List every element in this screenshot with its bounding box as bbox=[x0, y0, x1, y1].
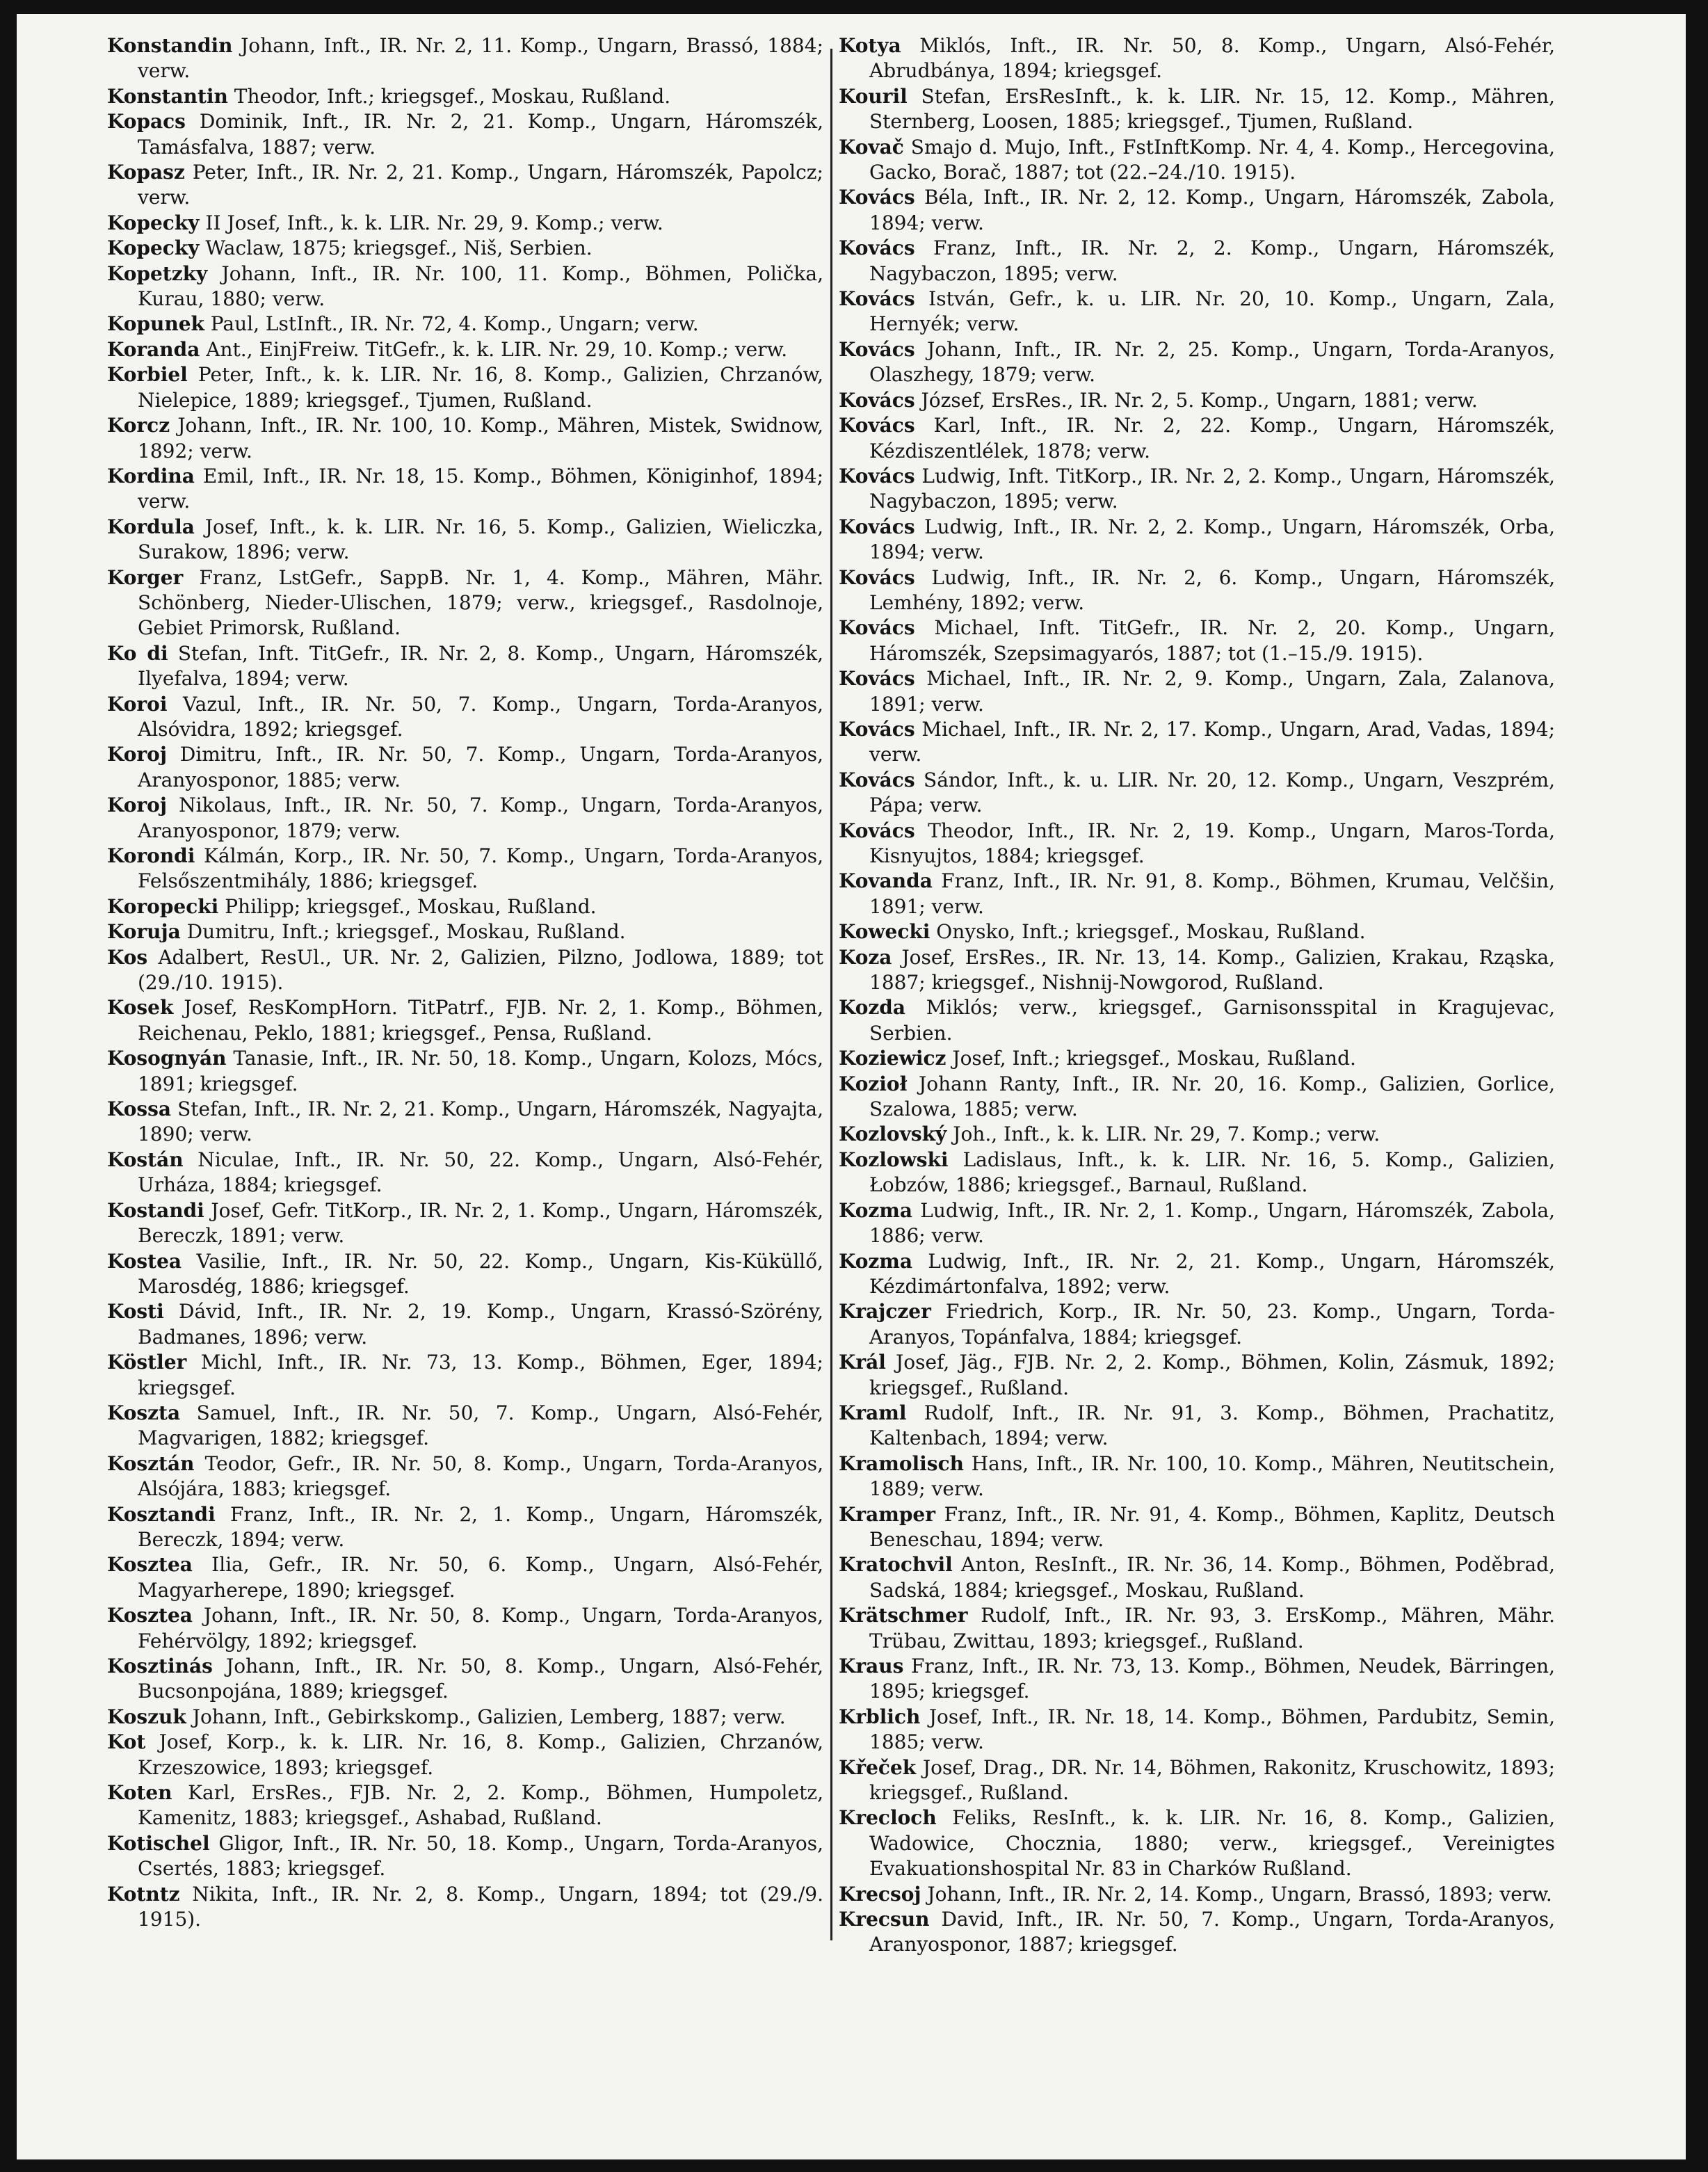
list-entry bbox=[839, 1198, 1555, 1249]
entry-details: Dominik, Inft., IR. Nr. 2, 21. Komp., Ungarn, Háromszék, Tamásfalva, 1887; verw. bbox=[138, 110, 823, 159]
entry-details: Michael, Inft., IR. Nr. 2, 17. Komp., Ungarn, Arad, Vadas, 1894; verw. bbox=[869, 717, 1555, 766]
entry-surname: Kopecky bbox=[107, 236, 200, 260]
entry-details: Rudolf, Inft., IR. Nr. 91, 3. Komp., Böhmen, Prachatitz, Kaltenbach, 1894; verw. bbox=[869, 1401, 1555, 1450]
entry-details: Johann, Inft., IR. Nr. 100, 10. Komp., Mähren, Mistek, Swidnow, 1892; verw. bbox=[138, 414, 823, 462]
list-entry bbox=[839, 1882, 1555, 1907]
entry-details: Michael, Inft. TitGefr., IR. Nr. 2, 20. Komp., Ungarn, Háromszék, Szepsimagyarós, 1887; tot (1.–15./9. 1915). bbox=[869, 616, 1555, 665]
entry-details: Johann, Inft., IR. Nr. 2, 11. Komp., Ungarn, Brassó, 1884; verw. bbox=[138, 34, 823, 83]
list-entry bbox=[839, 287, 1555, 337]
list-entry bbox=[107, 413, 823, 464]
entry-surname: Kraus bbox=[839, 1655, 904, 1678]
entry-details: Theodor, Inft., IR. Nr. 2, 19. Komp., Ungarn, Maros-Torda, Kisnyujtos, 1884; kriegsgef. bbox=[869, 819, 1555, 867]
entry-details: Smajo d. Mujo, Inft., FstInftKomp. Nr. 4, 4. Komp., Hercegovina, Gacko, Borač, 1887; tot (22.–24./10. 1915). bbox=[869, 135, 1555, 184]
list-entry bbox=[107, 1654, 823, 1705]
list-entry bbox=[839, 1122, 1555, 1147]
list-entry bbox=[839, 995, 1555, 1046]
entry-details: Peter, Inft., IR. Nr. 2, 21. Komp., Ungarn, Háromszék, Papolcz; verw. bbox=[138, 161, 823, 209]
entry-surname: Kotntz bbox=[107, 1882, 180, 1906]
entry-surname: Kordula bbox=[107, 515, 195, 538]
document-page bbox=[17, 14, 1686, 2159]
list-entry bbox=[839, 1552, 1555, 1603]
list-entry bbox=[839, 1350, 1555, 1401]
entry-details: Tanasie, Inft., IR. Nr. 50, 18. Komp., Ungarn, Kolozs, Mócs, 1891; kriegsgef. bbox=[138, 1047, 823, 1095]
list-entry bbox=[839, 1502, 1555, 1553]
list-entry bbox=[839, 33, 1555, 84]
list-entry bbox=[107, 1451, 823, 1502]
entry-surname: Kovács bbox=[839, 186, 915, 209]
entry-surname: Kot bbox=[107, 1730, 146, 1754]
entry-details: Paul, LstInft., IR. Nr. 72, 4. Komp., Ungarn; verw. bbox=[204, 312, 699, 336]
entry-details: Ludwig, Inft., IR. Nr. 2, 2. Komp., Ungarn, Háromszék, Orba, 1894; verw. bbox=[869, 515, 1555, 564]
entry-details: II Josef, Inft., k. k. LIR. Nr. 29, 9. Komp.; verw. bbox=[199, 211, 663, 234]
list-entry bbox=[107, 464, 823, 515]
list-entry bbox=[107, 1350, 823, 1401]
list-entry bbox=[839, 1249, 1555, 1300]
entry-surname: Kopecky bbox=[107, 211, 200, 234]
entry-details: Anton, ResInft., IR. Nr. 36, 14. Komp., Böhmen, Poděbrad, Sadská, 1884; kriegsgef., Moskau, Rußland. bbox=[869, 1553, 1555, 1602]
entry-surname: Koroj bbox=[107, 743, 167, 766]
entry-surname: Ko di bbox=[107, 641, 168, 665]
entry-surname: Krecsoj bbox=[839, 1882, 921, 1906]
entry-details: Johann Ranty, Inft., IR. Nr. 20, 16. Komp., Galizien, Gorlice, Szalowa, 1885; verw. bbox=[869, 1072, 1555, 1121]
list-entry bbox=[107, 793, 823, 844]
entry-surname: Kostandi bbox=[107, 1198, 204, 1222]
list-entry bbox=[107, 641, 823, 692]
entry-details: Onysko, Inft.; kriegsgef., Moskau, Rußland. bbox=[930, 920, 1366, 944]
entry-details: Friedrich, Korp., IR. Nr. 50, 23. Komp., Ungarn, Torda-Aranyos, Topánfalva, 1884; kriegsgef. bbox=[869, 1300, 1555, 1349]
entry-surname: Křeček bbox=[839, 1755, 917, 1779]
entry-surname: Kovács bbox=[839, 464, 915, 488]
entry-details: Ludwig, Inft., IR. Nr. 2, 6. Komp., Ungarn, Háromszék, Lemhény, 1892; verw. bbox=[869, 565, 1555, 614]
entry-details: Theodor, Inft.; kriegsgef., Moskau, Rußland. bbox=[227, 84, 671, 108]
entry-surname: Krblich bbox=[839, 1705, 921, 1728]
list-entry bbox=[839, 666, 1555, 717]
entry-surname: Koten bbox=[107, 1781, 172, 1805]
entry-surname: Köstler bbox=[107, 1351, 187, 1374]
list-entry bbox=[107, 1730, 823, 1780]
entry-details: Josef, Inft., k. k. LIR. Nr. 16, 5. Komp., Galizien, Wieliczka, Surakow, 1896; verw. bbox=[138, 515, 823, 564]
entry-surname: Kovács bbox=[839, 667, 915, 691]
entry-surname: Kovač bbox=[839, 135, 904, 159]
entry-details: Ant., EinjFreiw. TitGefr., k. k. LIR. Nr. 29, 10. Komp.; verw. bbox=[200, 337, 788, 361]
list-entry bbox=[107, 692, 823, 743]
entry-details: Peter, Inft., k. k. LIR. Nr. 16, 8. Komp., Galizien, Chrzanów, Nielepice, 1889; kriegsgef., Tjumen, Rußland. bbox=[138, 363, 823, 412]
list-entry bbox=[839, 1148, 1555, 1198]
list-entry bbox=[839, 413, 1555, 464]
list-entry bbox=[107, 362, 823, 413]
entry-details: Karl, Inft., IR. Nr. 2, 22. Komp., Ungarn, Háromszék, Kézdiszentlélek, 1878; verw. bbox=[869, 414, 1555, 462]
entry-details: Gligor, Inft., IR. Nr. 50, 18. Komp., Ungarn, Torda-Aranyos, Csertés, 1883; kriegsgef. bbox=[138, 1831, 823, 1881]
list-entry bbox=[839, 135, 1555, 186]
entry-details: Niculae, Inft., IR. Nr. 50, 22. Komp., Ungarn, Alsó-Fehér, Urháza, 1884; kriegsgef. bbox=[138, 1148, 823, 1197]
entry-surname: Kozma bbox=[839, 1249, 913, 1273]
entry-surname: Konstandin bbox=[107, 34, 233, 57]
entry-details: Johann, Inft., IR. Nr. 2, 14. Komp., Ungarn, Brassó, 1893; verw. bbox=[921, 1882, 1552, 1906]
list-entry bbox=[107, 84, 823, 109]
list-entry bbox=[839, 1451, 1555, 1502]
entry-surname: Kouril bbox=[839, 84, 908, 108]
entry-surname: Kosti bbox=[107, 1300, 164, 1324]
entry-surname: Kossa bbox=[107, 1097, 172, 1121]
right-column bbox=[839, 33, 1555, 1958]
entry-details: Johann, Inft., IR. Nr. 50, 8. Komp., Ungarn, Alsó-Fehér, Bucsonpojána, 1889; kriegsgef. bbox=[138, 1655, 823, 1703]
list-entry bbox=[107, 1502, 823, 1553]
list-entry bbox=[107, 1249, 823, 1300]
list-entry bbox=[839, 1603, 1555, 1654]
list-entry bbox=[839, 1805, 1555, 1881]
entry-surname: Koroi bbox=[107, 692, 168, 716]
entry-surname: Koroj bbox=[107, 794, 167, 817]
entry-details: Franz, Inft., IR. Nr. 73, 13. Komp., Böhmen, Neudek, Bärringen, 1895; kriegsgef. bbox=[869, 1655, 1555, 1703]
entry-details: István, Gefr., k. u. LIR. Nr. 20, 10. Komp., Ungarn, Zala, Hernyék; verw. bbox=[869, 287, 1555, 336]
entry-details: Ludwig, Inft., IR. Nr. 2, 1. Komp., Ungarn, Háromszék, Zabola, 1886; verw. bbox=[869, 1198, 1555, 1248]
list-entry bbox=[839, 1401, 1555, 1451]
list-entry bbox=[839, 337, 1555, 388]
entry-details: Feliks, ResInft., k. k. LIR. Nr. 16, 8. Komp., Galizien, Wadowice, Chocznia, 1880; verw., kriegsgef., Vereinigtes Evakuationshospital Nr. 83 in Charków Rußland. bbox=[869, 1806, 1555, 1881]
entry-surname: Kraml bbox=[839, 1401, 907, 1424]
list-entry bbox=[107, 515, 823, 565]
left-column bbox=[107, 33, 823, 1932]
entry-surname: Kovács bbox=[839, 287, 915, 311]
entry-details: Joh., Inft., k. k. LIR. Nr. 29, 7. Komp.; verw. bbox=[946, 1123, 1380, 1146]
entry-surname: Kozda bbox=[839, 996, 906, 1020]
list-entry bbox=[107, 742, 823, 793]
entry-surname: Krätschmer bbox=[839, 1604, 968, 1627]
list-entry bbox=[839, 945, 1555, 996]
entry-details: Philipp; kriegsgef., Moskau, Rußland. bbox=[218, 894, 597, 918]
list-entry bbox=[107, 1882, 823, 1933]
list-entry bbox=[107, 33, 823, 84]
list-entry bbox=[107, 1198, 823, 1249]
entry-details: Béla, Inft., IR. Nr. 2, 12. Komp., Ungarn, Háromszék, Zabola, 1894; verw. bbox=[869, 186, 1555, 234]
list-entry bbox=[839, 717, 1555, 768]
entry-surname: Kosztea bbox=[107, 1553, 193, 1577]
list-entry bbox=[107, 1401, 823, 1451]
list-entry bbox=[107, 565, 823, 641]
list-entry bbox=[839, 565, 1555, 616]
entry-details: Josef, ResKompHorn. TitPatrf., FJB. Nr. 2, 1. Komp., Böhmen, Reichenau, Peklo, 1881; kriegsgef., Pensa, Rußland. bbox=[138, 996, 823, 1045]
list-entry bbox=[839, 616, 1555, 666]
list-entry bbox=[839, 768, 1555, 819]
entry-surname: Kosztandi bbox=[107, 1502, 216, 1526]
list-entry bbox=[107, 1603, 823, 1654]
entry-surname: Krecloch bbox=[839, 1806, 937, 1830]
entry-details: Kálmán, Korp., IR. Nr. 50, 7. Komp., Ungarn, Torda-Aranyos, Felsőszentmihály, 1886; kriegsgef. bbox=[138, 844, 823, 893]
entry-details: József, ErsRes., IR. Nr. 2, 5. Komp., Ungarn, 1881; verw. bbox=[915, 388, 1478, 412]
entry-surname: Kovács bbox=[839, 337, 915, 361]
list-entry bbox=[107, 211, 823, 236]
entry-details: Michael, Inft., IR. Nr. 2, 9. Komp., Ungarn, Zala, Zalanova, 1891; verw. bbox=[869, 667, 1555, 716]
entry-surname: Kowecki bbox=[839, 920, 930, 944]
entry-details: Rudolf, Inft., IR. Nr. 93, 3. ErsKomp., Mähren, Mähr. Trübau, Zwittau, 1893; kriegsgef., Rußland. bbox=[869, 1604, 1555, 1652]
entry-details: Stefan, Inft., IR. Nr. 2, 21. Komp., Ungarn, Háromszék, Nagyajta, 1890; verw. bbox=[138, 1097, 823, 1146]
list-entry bbox=[107, 945, 823, 996]
entry-details: Sándor, Inft., k. u. LIR. Nr. 20, 12. Komp., Ungarn, Veszprém, Pápa; verw. bbox=[869, 768, 1555, 817]
list-entry bbox=[839, 819, 1555, 869]
list-entry bbox=[839, 236, 1555, 287]
entry-surname: Kosztea bbox=[107, 1604, 193, 1627]
entry-surname: Kovács bbox=[839, 388, 915, 412]
list-entry bbox=[107, 995, 823, 1046]
entry-surname: Král bbox=[839, 1351, 886, 1374]
entry-details: Nikolaus, Inft., IR. Nr. 50, 7. Komp., Ungarn, Torda-Aranyos, Aranyosponor, 1879; verw. bbox=[138, 794, 823, 842]
entry-details: Ladislaus, Inft., k. k. LIR. Nr. 16, 5. Komp., Galizien, Łobzów, 1886; kriegsgef., Barnaul, Rußland. bbox=[869, 1148, 1555, 1197]
entry-details: Franz, Inft., IR. Nr. 2, 2. Komp., Ungarn, Háromszék, Nagybaczon, 1895; verw. bbox=[869, 236, 1555, 285]
list-entry bbox=[839, 1046, 1555, 1071]
list-entry bbox=[107, 1831, 823, 1882]
entry-surname: Korondi bbox=[107, 844, 195, 867]
entry-details: Stefan, ErsResInft., k. k. LIR. Nr. 15, 12. Komp., Mähren, Sternberg, Loosen, 1885; kriegsgef., Tjumen, Rußland. bbox=[869, 84, 1555, 134]
entry-surname: Kozma bbox=[839, 1198, 913, 1222]
entry-details: Josef, Drag., DR. Nr. 14, Böhmen, Rakonitz, Kruschowitz, 1893; kriegsgef., Rußland. bbox=[869, 1755, 1555, 1805]
entry-surname: Krajczer bbox=[839, 1300, 931, 1324]
list-entry bbox=[839, 869, 1555, 919]
entry-surname: Kotya bbox=[839, 34, 901, 57]
list-entry bbox=[107, 894, 823, 919]
list-entry bbox=[107, 236, 823, 261]
entry-details: David, Inft., IR. Nr. 50, 7. Komp., Ungarn, Torda-Aranyos, Aranyosponor, 1887; kriegsgef. bbox=[869, 1908, 1555, 1956]
entry-details: Dávid, Inft., IR. Nr. 2, 19. Komp., Ungarn, Krassó-Szörény, Badmanes, 1896; verw. bbox=[138, 1300, 823, 1349]
list-entry bbox=[839, 1755, 1555, 1806]
entry-surname: Kozioł bbox=[839, 1072, 908, 1095]
entry-details: Josef, Inft.; kriegsgef., Moskau, Rußland. bbox=[946, 1047, 1356, 1070]
entry-surname: Krecsun bbox=[839, 1908, 930, 1931]
entry-details: Samuel, Inft., IR. Nr. 50, 7. Komp., Ungarn, Alsó-Fehér, Magvarigen, 1882; kriegsgef. bbox=[138, 1401, 823, 1450]
entry-surname: Kratochvil bbox=[839, 1553, 953, 1577]
list-entry bbox=[839, 1654, 1555, 1705]
list-entry bbox=[107, 337, 823, 362]
entry-surname: Kopasz bbox=[107, 161, 185, 184]
entry-surname: Kovács bbox=[839, 236, 915, 260]
list-entry bbox=[839, 388, 1555, 413]
entry-surname: Kosek bbox=[107, 996, 174, 1020]
list-entry bbox=[839, 1907, 1555, 1958]
list-entry bbox=[107, 312, 823, 337]
entry-surname: Kopetzky bbox=[107, 262, 208, 285]
entry-details: Josef, Inft., IR. Nr. 18, 14. Komp., Böhmen, Pardubitz, Semin, 1885; verw. bbox=[869, 1705, 1555, 1754]
entry-surname: Kovács bbox=[839, 565, 915, 589]
entry-details: Dimitru, Inft., IR. Nr. 50, 7. Komp., Ungarn, Torda-Aranyos, Aranyosponor, 1885; verw. bbox=[138, 743, 823, 791]
list-entry bbox=[107, 919, 823, 944]
entry-surname: Kos bbox=[107, 945, 148, 969]
list-entry bbox=[839, 919, 1555, 944]
entry-surname: Korger bbox=[107, 565, 184, 589]
entry-details: Johann, Inft., IR. Nr. 50, 8. Komp., Ungarn, Torda-Aranyos, Fehérvölgy, 1892; kriegsgef. bbox=[138, 1604, 823, 1652]
entry-details: Stefan, Inft. TitGefr., IR. Nr. 2, 8. Komp., Ungarn, Háromszék, Ilyefalva, 1894; verw. bbox=[138, 641, 823, 691]
entry-details: Emil, Inft., IR. Nr. 18, 15. Komp., Böhmen, Königinhof, 1894; verw. bbox=[138, 464, 823, 513]
entry-details: Ludwig, Inft., IR. Nr. 2, 21. Komp., Ungarn, Háromszék, Kézdimártonfalva, 1892; verw. bbox=[869, 1249, 1555, 1298]
entry-details: Josef, Jäg., FJB. Nr. 2, 2. Komp., Böhmen, Kolin, Zásmuk, 1892; kriegsgef., Rußland. bbox=[869, 1351, 1555, 1399]
entry-details: Nikita, Inft., IR. Nr. 2, 8. Komp., Ungarn, 1894; tot (29./9. 1915). bbox=[138, 1882, 823, 1931]
entry-surname: Koszuk bbox=[107, 1705, 186, 1728]
entry-surname: Kovács bbox=[839, 819, 915, 842]
entry-details: Johann, Inft., IR. Nr. 2, 25. Komp., Ungarn, Torda-Aranyos, Olaszhegy, 1879; verw. bbox=[869, 337, 1555, 387]
entry-details: Josef, Korp., k. k. LIR. Nr. 16, 8. Komp., Galizien, Chrzanów, Krzeszowice, 1893; kriegsgef. bbox=[138, 1730, 823, 1779]
list-entry bbox=[107, 1552, 823, 1603]
entry-surname: Kosztinás bbox=[107, 1655, 213, 1678]
list-entry bbox=[839, 464, 1555, 515]
entry-surname: Koruja bbox=[107, 920, 181, 944]
list-entry bbox=[107, 262, 823, 312]
entry-details: Adalbert, ResUl., UR. Nr. 2, Galizien, Pilzno, Jodlowa, 1889; tot (29./10. 1915). bbox=[138, 945, 823, 995]
list-entry bbox=[107, 109, 823, 160]
entry-details: Johann, Inft., Gebirkskomp., Galizien, Lemberg, 1887; verw. bbox=[186, 1705, 786, 1728]
entry-surname: Kostán bbox=[107, 1148, 184, 1171]
list-entry bbox=[107, 1780, 823, 1831]
entry-surname: Kopacs bbox=[107, 110, 186, 134]
entry-surname: Kosztán bbox=[107, 1451, 195, 1475]
entry-details: Vasilie, Inft., IR. Nr. 50, 22. Komp., Ungarn, Kis-Küküllő, Marosdég, 1886; kriegsgef. bbox=[138, 1249, 823, 1298]
entry-surname: Kovács bbox=[839, 768, 915, 791]
entry-details: Franz, Inft., IR. Nr. 2, 1. Komp., Ungarn, Háromszék, Bereczk, 1894; verw. bbox=[138, 1502, 823, 1551]
list-entry bbox=[839, 1705, 1555, 1755]
list-entry bbox=[839, 1299, 1555, 1350]
entry-surname: Kovács bbox=[839, 515, 915, 538]
entry-surname: Kosognyán bbox=[107, 1047, 227, 1070]
entry-surname: Koropecki bbox=[107, 894, 219, 918]
entry-surname: Kozlowski bbox=[839, 1148, 949, 1171]
entry-surname: Kovács bbox=[839, 616, 915, 640]
entry-details: Vazul, Inft., IR. Nr. 50, 7. Komp., Ungarn, Torda-Aranyos, Alsóvidra, 1892; kriegsgef. bbox=[138, 692, 823, 741]
entry-surname: Kordina bbox=[107, 464, 195, 488]
entry-surname: Koranda bbox=[107, 337, 200, 361]
entry-details: Hans, Inft., IR. Nr. 100, 10. Komp., Mähren, Neutitschein, 1889; verw. bbox=[869, 1451, 1555, 1501]
entry-details: Miklós; verw., kriegsgef., Garnisonsspital in Kragujevac, Serbien. bbox=[869, 996, 1555, 1045]
list-entry bbox=[107, 160, 823, 211]
entry-surname: Kramper bbox=[839, 1502, 936, 1526]
entry-surname: Kovács bbox=[839, 717, 915, 741]
entry-details: Josef, ErsRes., IR. Nr. 13, 14. Komp., Galizien, Krakau, Rząska, 1887; kriegsgef., Nishnij-Nowgorod, Rußland. bbox=[869, 945, 1555, 995]
entry-details: Dumitru, Inft.; kriegsgef., Moskau, Rußland. bbox=[180, 920, 626, 944]
entry-details: Ilia, Gefr., IR. Nr. 50, 6. Komp., Ungarn, Alsó-Fehér, Magyarherepe, 1890; kriegsgef. bbox=[138, 1553, 823, 1602]
entry-details: Franz, LstGefr., SappB. Nr. 1, 4. Komp., Mähren, Mähr. Schönberg, Nieder-Ulischen, 1879; verw., kriegsgef., Rasdolnoje, Gebiet Primorsk, Rußland. bbox=[138, 565, 823, 640]
list-entry bbox=[107, 1046, 823, 1097]
list-entry bbox=[839, 1072, 1555, 1123]
entry-surname: Koszta bbox=[107, 1401, 181, 1424]
entry-surname: Korcz bbox=[107, 414, 170, 437]
entry-details: Franz, Inft., IR. Nr. 91, 8. Komp., Böhmen, Krumau, Velčšin, 1891; verw. bbox=[869, 869, 1555, 918]
entry-details: Johann, Inft., IR. Nr. 100, 11. Komp., Böhmen, Polička, Kurau, 1880; verw. bbox=[138, 262, 823, 311]
entry-surname: Kopunek bbox=[107, 312, 204, 336]
entry-details: Josef, Gefr. TitKorp., IR. Nr. 2, 1. Komp., Ungarn, Háromszék, Bereczk, 1891; verw. bbox=[138, 1198, 823, 1248]
entry-details: Teodor, Gefr., IR. Nr. 50, 8. Komp., Ungarn, Torda-Aranyos, Alsójára, 1883; kriegsgef. bbox=[138, 1451, 823, 1501]
entry-details: Miklós, Inft., IR. Nr. 50, 8. Komp., Ungarn, Alsó-Fehér, Abrudbánya, 1894; kriegsgef. bbox=[869, 34, 1555, 83]
list-entry bbox=[107, 1299, 823, 1350]
list-entry bbox=[839, 185, 1555, 236]
entry-surname: Korbiel bbox=[107, 363, 188, 387]
entry-surname: Kozlovský bbox=[839, 1123, 947, 1146]
entry-details: Waclaw, 1875; kriegsgef., Niš, Serbien. bbox=[199, 236, 593, 260]
entry-details: Karl, ErsRes., FJB. Nr. 2, 2. Komp., Böhmen, Humpoletz, Kamenitz, 1883; kriegsgef., Ashabad, Rußland. bbox=[138, 1781, 823, 1830]
list-entry bbox=[107, 1705, 823, 1730]
list-entry bbox=[107, 1097, 823, 1148]
entry-surname: Kovács bbox=[839, 414, 915, 437]
entry-surname: Koziewicz bbox=[839, 1047, 946, 1070]
entry-surname: Konstantin bbox=[107, 84, 228, 108]
entry-surname: Kotischel bbox=[107, 1831, 210, 1855]
list-entry bbox=[107, 1148, 823, 1198]
list-entry bbox=[107, 844, 823, 894]
list-entry bbox=[839, 515, 1555, 565]
entry-surname: Kostea bbox=[107, 1249, 182, 1273]
entry-details: Michl, Inft., IR. Nr. 73, 13. Komp., Böhmen, Eger, 1894; kriegsgef. bbox=[138, 1351, 823, 1399]
entry-details: Franz, Inft., IR. Nr. 91, 4. Komp., Böhmen, Kaplitz, Deutsch Beneschau, 1894; verw. bbox=[869, 1502, 1555, 1551]
column-divider bbox=[830, 49, 832, 1940]
entry-surname: Kramolisch bbox=[839, 1451, 964, 1475]
list-entry bbox=[839, 84, 1555, 135]
entry-surname: Kovanda bbox=[839, 869, 933, 893]
entry-details: Ludwig, Inft. TitKorp., IR. Nr. 2, 2. Komp., Ungarn, Háromszék, Nagybaczon, 1895; verw. bbox=[869, 464, 1555, 513]
entry-surname: Koza bbox=[839, 945, 892, 969]
